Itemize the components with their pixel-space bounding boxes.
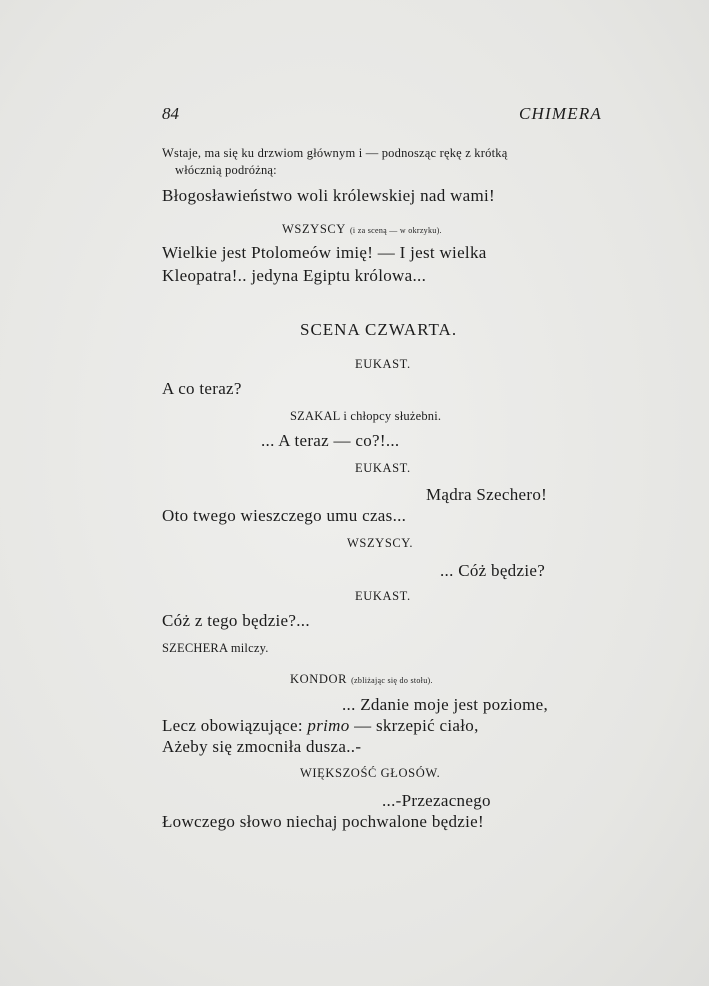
speaker-heading <box>290 670 433 688</box>
speaker-name: EUKAST. <box>355 461 411 475</box>
running-title: CHIMERA <box>519 104 602 123</box>
verse-line: ... Zdanie moje jest poziome, <box>342 695 549 714</box>
verse-line: Łowczego słowo niechaj pochwalone będzie! <box>162 812 484 831</box>
verse-fragment: — skrzepić ciało, <box>354 716 479 735</box>
speaker-name: EUKAST. <box>355 357 411 371</box>
verse-line: Wielkie jest Ptolomeów imię! — I jest wielka <box>162 243 487 262</box>
scene-heading: SCENA CZWARTA. <box>300 320 458 339</box>
stage-direction: (i za sceną — w okrzyku). <box>349 226 442 235</box>
verse-line: Kleopatra!.. jedyna Egiptu królowa... <box>162 266 427 285</box>
stage-direction: włócznią podróżną: <box>175 163 277 177</box>
verse-line: Błogosławieństwo woli królewskiej nad wami! <box>162 186 496 205</box>
verse-line <box>162 716 479 736</box>
speaker-name: WSZYSCY <box>282 222 346 236</box>
speaker-name: WIĘKSZOŚĆ GŁOSÓW. <box>300 766 441 780</box>
verse-line: Oto twego wieszczego umu czas... <box>162 506 407 525</box>
verse-fragment: Lecz obowiązujące: <box>162 716 303 735</box>
verse-line: ... Cóż będzie? <box>440 561 546 580</box>
stage-direction: (zbliżając się do stołu). <box>351 676 433 685</box>
speaker-name: KONDOR <box>290 672 348 686</box>
verse-line: ...-Przezacnego <box>382 791 491 810</box>
verse-line: ... A teraz — co?!... <box>261 431 400 450</box>
stage-direction: Wstaje, ma się ku drzwiom głównym i — podnosząc rękę z krótką <box>162 146 508 160</box>
page-number: 84 <box>162 104 179 123</box>
verse-line: Mądra Szechero! <box>426 485 548 504</box>
speaker-name: SZAKAL i chłopcy służebni. <box>290 409 442 423</box>
stage-direction: SZECHERA milczy. <box>162 641 269 655</box>
speaker-name: EUKAST. <box>355 589 411 603</box>
verse-line: Ażeby się zmocniła dusza..- <box>162 737 362 756</box>
verse-line: A co teraz? <box>162 379 242 398</box>
speaker-heading <box>282 220 442 238</box>
speaker-name: WSZYSCY. <box>347 536 414 550</box>
latin-word: primo <box>307 716 350 735</box>
verse-line: Cóż z tego będzie?... <box>162 611 310 630</box>
